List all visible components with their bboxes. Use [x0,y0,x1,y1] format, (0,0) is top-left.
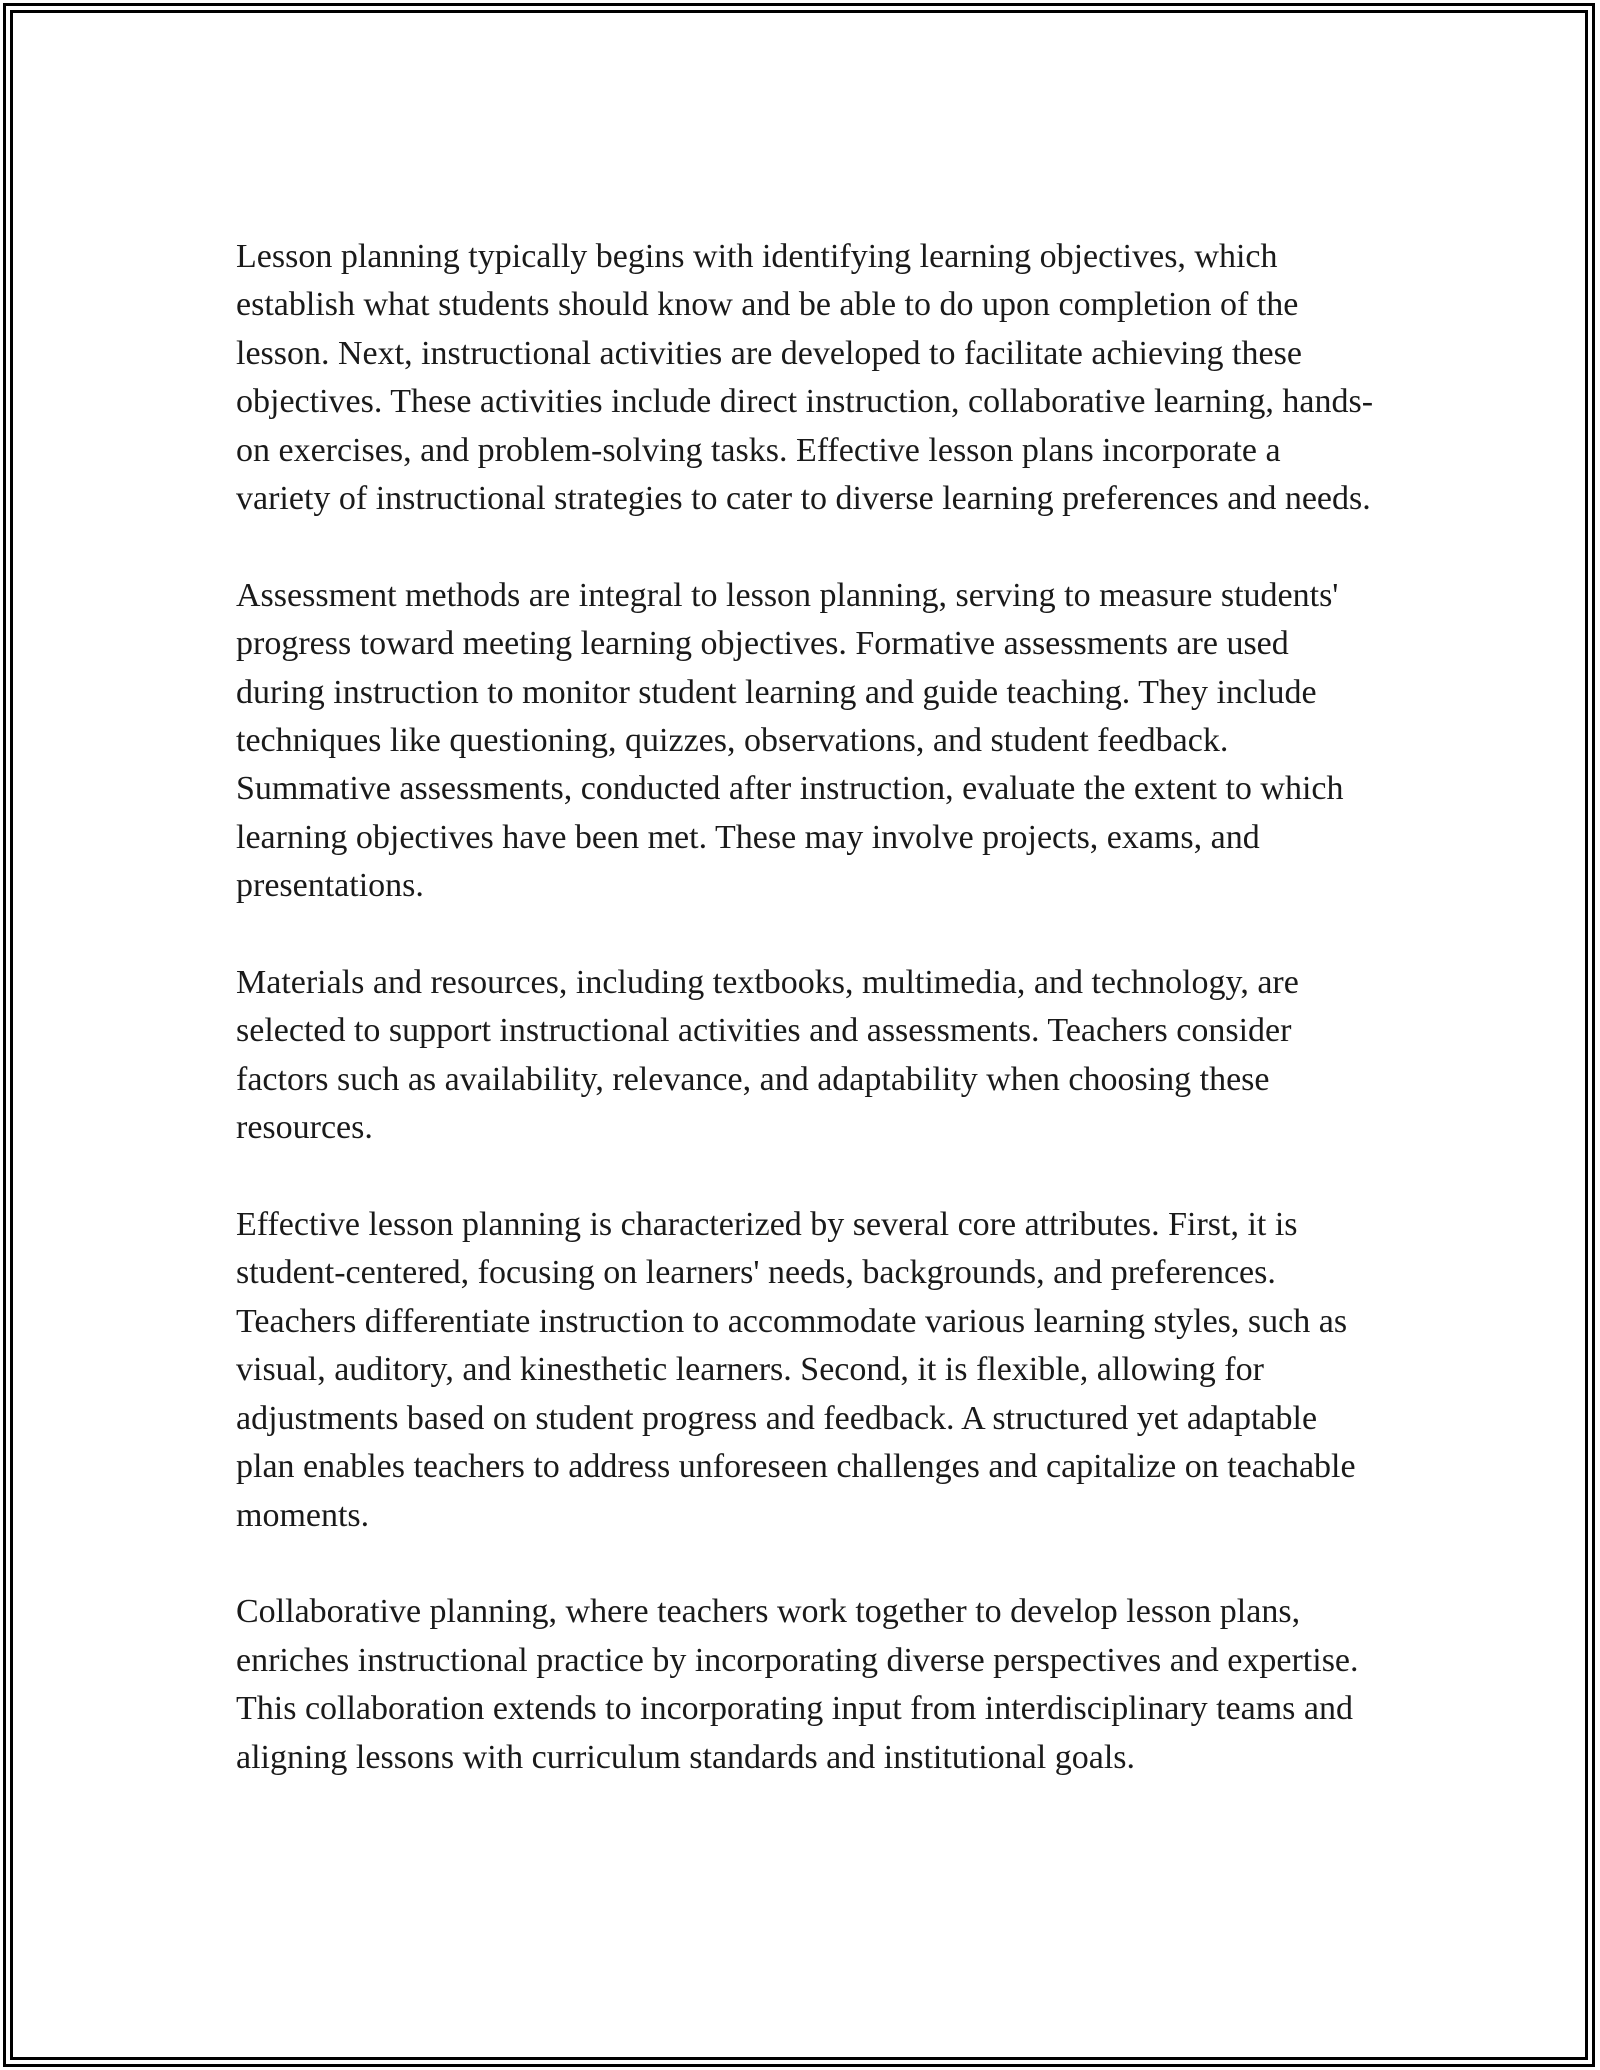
paragraph-assessment-methods: Assessment methods are integral to lesson planning, serving to measure students' progress toward meeting learning objectives. Formative assessments are used during instruction to monitor student learning and guide teaching. They include techniques like questioning, quizzes, observations, and student feedback. Summative assessments, conducted after instruction, evaluate the extent to which learning objectives have been met. These may involve projects, exams, and presentations. [236,576,1344,905]
document-body [236,233,1376,1830]
paragraph-lesson-objectives: Lesson planning typically begins with identifying learning objectives, which establish what students should know and be able to do upon completion of the lesson. Next, instructional activities are developed to facilitate achieving these objectives. These activities include direct instruction, collaborative learning, hands-on exercises, and problem-solving tasks. Effective lesson plans incorporate a variety of instructional strategies to cater to diverse learning preferences and needs. [236,238,1374,518]
paragraph-collaborative-planning: Collaborative planning, where teachers work together to develop lesson plans, enriches instructional practice by incorporating diverse perspectives and expertise. This collaboration extends to incorporating input from interdisciplinary teams and aligning lessons with curriculum standards and institutional goals. [236,1593,1359,1776]
paragraph-core-attributes: Effective lesson planning is characterized by several core attributes. First, it is student-centered, focusing on learners' needs, backgrounds, and preferences. Teachers differentiate instruction to accommodate various learning styles, such as visual, auditory, and kinesthetic learners. Second, it is flexible, allowing for adjustments based on student progress and feedback. A structured yet adaptable plan enables teachers to address unforeseen challenges and capitalize on teachable moments. [236,1206,1356,1534]
paragraph-materials-resources: Materials and resources, including textbooks, multimedia, and technology, are selected to support instructional activities and assessments. Teachers consider factors such as availability, relevance, and adaptability when choosing these resources. [236,964,1299,1147]
